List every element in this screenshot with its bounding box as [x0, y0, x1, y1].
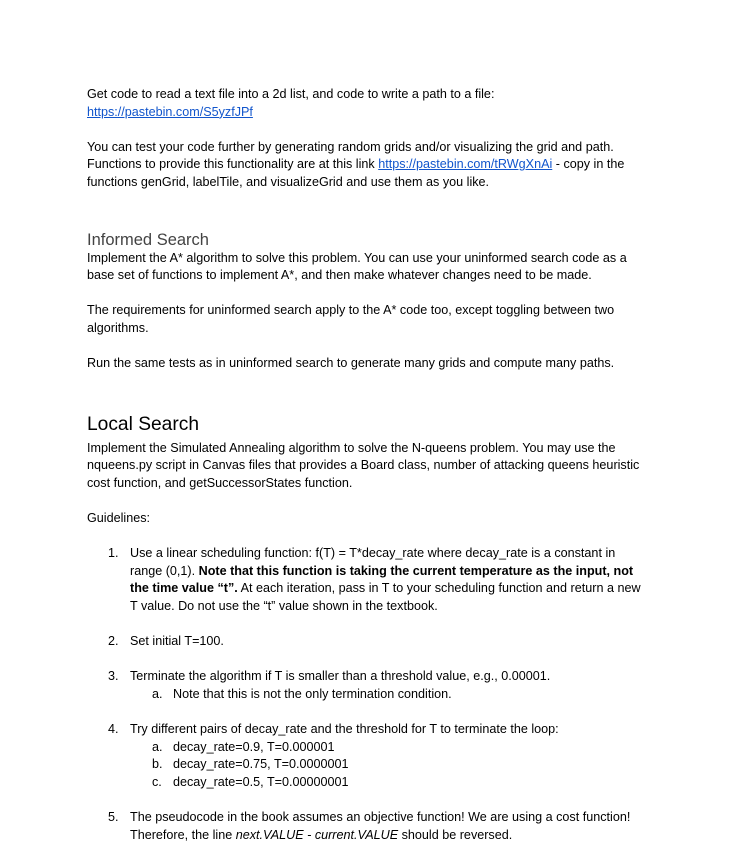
informed-paragraph-2: The requirements for uninformed search apply to the A* code too, except toggling between two algorithms. [87, 303, 615, 335]
guidelines-list [87, 545, 647, 844]
pastebin-link-2[interactable]: https://pastebin.com/tRWgXnAi [378, 157, 553, 172]
list-number: 5. [108, 810, 119, 825]
sublist-letter: a. [152, 687, 163, 702]
list-number: 1. [108, 546, 119, 561]
guideline-italic-text: next.VALUE - current.VALUE [235, 827, 399, 842]
local-search-heading: Local Search [87, 413, 199, 435]
guidelines-label: Guidelines: [87, 511, 151, 526]
informed-paragraph-1: Implement the A* algorithm to solve this problem. You can use your uninformed search code as a base set of functions to implement A*, and then make whatever changes need to be made. [87, 250, 627, 283]
subitem-text: decay_rate=0.75, T=0.0000001 [173, 757, 349, 772]
sublist-letter: a. [152, 739, 163, 754]
guideline-text: should be reversed. [398, 827, 513, 842]
guideline-text: At each iteration, pass in T to your scheduling function and return a new T value. Do not use the “t” value shown in the textbook. [130, 581, 641, 614]
guideline-subitem [87, 756, 647, 774]
guideline-item-5 [87, 809, 647, 844]
guideline-item-3 [87, 668, 647, 686]
guideline-item-1 [87, 545, 647, 615]
guideline-subitem [87, 774, 647, 792]
guideline-text: Set initial T=100. [130, 634, 224, 649]
intro-line [87, 86, 647, 121]
informed-paragraph-3: Run the same tests as in uninformed search to generate many grids and compute many paths. [87, 356, 615, 371]
pastebin-link-1[interactable]: https://pastebin.com/S5yzfJPf [87, 104, 253, 119]
list-number: 3. [108, 669, 119, 684]
sublist-letter: c. [152, 775, 162, 789]
guideline-text: Try different pairs of decay_rate and the threshold for T to terminate the loop: [130, 722, 559, 737]
intro-paragraph-2 [87, 139, 647, 192]
intro-p2-text: You can test your code further by generating random grids and/or visualizing the grid and path. Functions to provide this functionality are at this link [87, 139, 614, 172]
list-number: 2. [108, 634, 119, 649]
guideline-subitem [87, 739, 647, 757]
guideline-text: Use a linear scheduling function: f(T) = T*decay_rate where decay_rate is a constant in range (0,1). [130, 546, 616, 578]
local-paragraph-1: Implement the Simulated Annealing algorithm to solve the N-queens problem. You may use the nqueens.py script in Canvas files that provides a Board class, number of attacking queens heuristic cost function, and getSuccessorStates function. [87, 440, 640, 490]
subitem-text: decay_rate=0.9, T=0.000001 [173, 739, 335, 754]
guideline-text: The pseudocode in the book assumes an objective function! We are using a cost function! Therefore, the line [130, 810, 631, 842]
guideline-item-4 [87, 721, 647, 739]
guideline-item-2 [87, 633, 647, 651]
informed-search-heading: Informed Search [87, 230, 209, 249]
guideline-bold-text: Note that this function is taking the current temperature as the input, not the time value “t”. [130, 563, 634, 596]
subitem-text: decay_rate=0.5, T=0.00000001 [173, 775, 349, 789]
list-number: 4. [108, 722, 119, 737]
document-page [87, 86, 647, 844]
subitem-text: Note that this is not the only termination condition. [173, 687, 452, 702]
intro-text: Get code to read a text file into a 2d list, and code to write a path to a file: [87, 87, 495, 101]
guideline-subitem [87, 686, 647, 704]
sublist-letter: b. [152, 757, 163, 772]
intro-p2-text-after: - copy in the functions genGrid, labelTile, and visualizeGrid and use them as you like. [87, 157, 625, 189]
guideline-text: Terminate the algorithm if T is smaller than a threshold value, e.g., 0.00001. [130, 669, 551, 684]
